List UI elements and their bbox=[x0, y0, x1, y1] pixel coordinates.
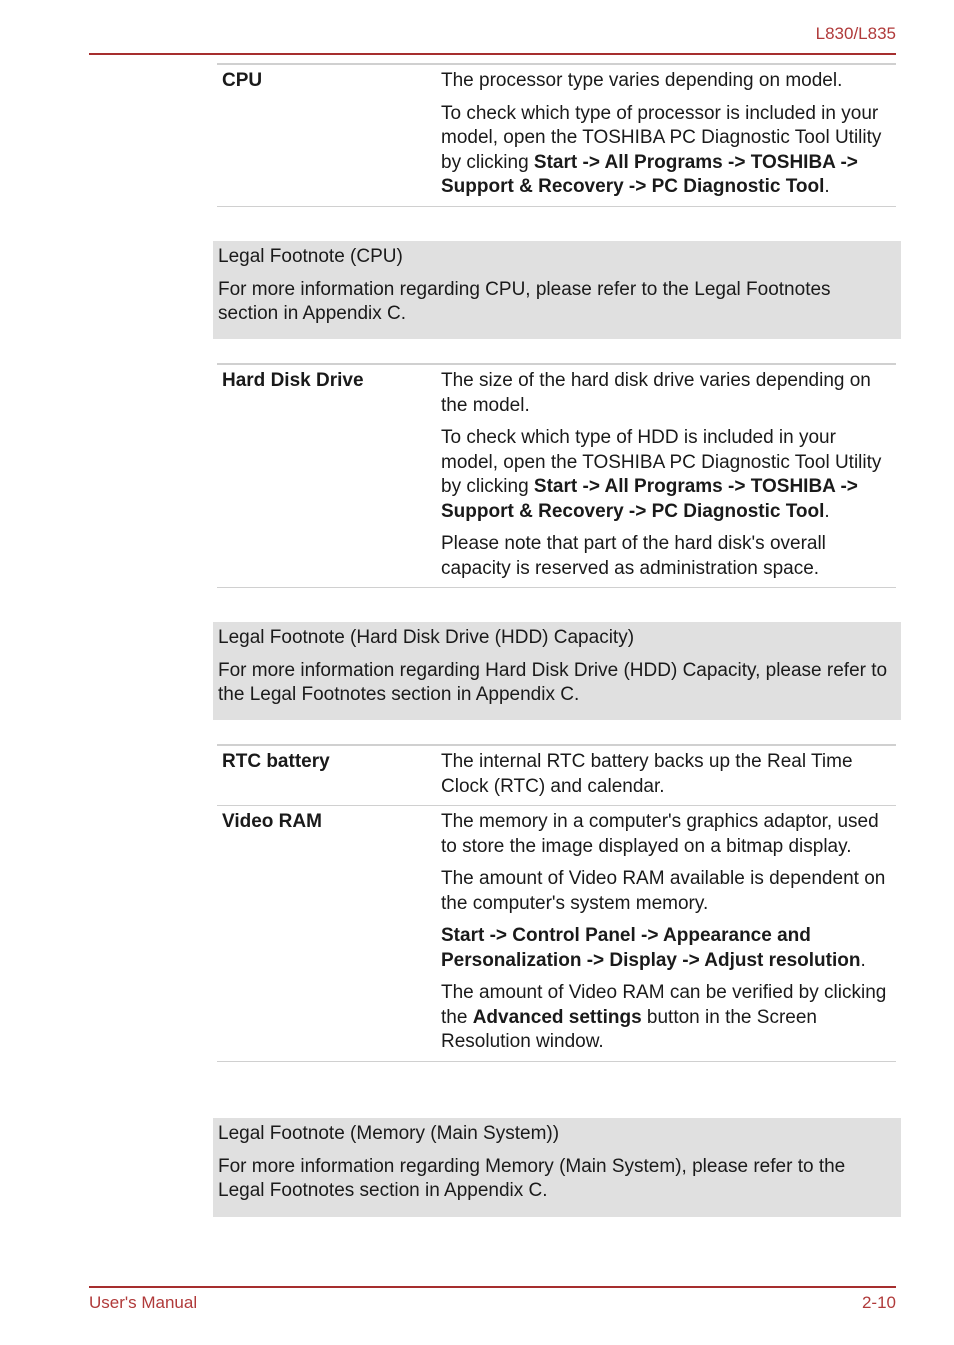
footer-page-number: 2-10 bbox=[861, 1293, 896, 1312]
legal-footnote-cpu bbox=[213, 241, 901, 339]
note-title-cpu: Legal Footnote (CPU) bbox=[218, 246, 403, 267]
cpu-desc-1: The processor type varies depending on model. bbox=[441, 70, 843, 91]
legal-footnote-memory bbox=[213, 1118, 901, 1217]
legal-footnote-hdd bbox=[213, 622, 901, 720]
spec-term-rtc: RTC battery bbox=[222, 751, 330, 772]
spec-row-rtc bbox=[217, 746, 896, 806]
spec-table-rtc-vram bbox=[217, 744, 896, 1062]
rtc-desc-1: The internal RTC battery backs up the Real Time Clock (RTC) and calendar. bbox=[441, 751, 853, 797]
advanced-settings-label: Advanced settings bbox=[472, 1006, 642, 1028]
vram-desc-3: Start -> Control Panel -> Appearance and Personalization -> Display -> Adjust resolution. bbox=[441, 925, 866, 971]
vram-desc-4: The amount of Video RAM can be verified by clicking the Advanced settings button in the Screen Resolution window. bbox=[441, 982, 887, 1052]
note-title-memory: Legal Footnote (Memory (Main System)) bbox=[218, 1123, 560, 1144]
hdd-desc-3: Please note that part of the hard disk's overall capacity is reserved as administration space. bbox=[441, 533, 826, 579]
vram-menu-path: Start -> Control Panel -> Appearance and Personalization -> Display -> Adjust resolution bbox=[441, 925, 861, 971]
header-divider bbox=[89, 53, 896, 55]
spec-desc-rtc bbox=[441, 750, 896, 799]
footer-manual-title: User's Manual bbox=[89, 1293, 198, 1312]
spec-desc-hdd bbox=[441, 369, 896, 581]
spec-row-hdd bbox=[217, 365, 896, 588]
hdd-menu-path: Start -> All Programs -> TOSHIBA -> Support & Recovery -> PC Diagnostic Tool bbox=[441, 476, 858, 522]
note-body-hdd: For more information regarding Hard Disk Drive (HDD) Capacity, please refer to the Legal Footnotes section in Appendix C. bbox=[218, 659, 888, 705]
note-title-hdd: Legal Footnote (Hard Disk Drive (HDD) Capacity) bbox=[218, 627, 635, 648]
note-body-cpu: For more information regarding CPU, please refer to the Legal Footnotes section in Appendix C. bbox=[218, 278, 831, 324]
cpu-menu-path: Start -> All Programs -> TOSHIBA -> Support & Recovery -> PC Diagnostic Tool bbox=[441, 151, 858, 197]
spec-desc-cpu bbox=[441, 69, 896, 200]
spec-row-vram bbox=[217, 806, 896, 1062]
header-model-number: L830/L835 bbox=[815, 24, 896, 43]
spec-term-cpu: CPU bbox=[222, 70, 263, 91]
vram-desc-2: The amount of Video RAM available is dependent on the computer's system memory. bbox=[441, 868, 886, 914]
spec-table-cpu bbox=[217, 63, 896, 207]
note-body-memory: For more information regarding Memory (Main System), please refer to the Legal Footnotes section in Appendix C. bbox=[218, 1155, 846, 1201]
spec-row-cpu bbox=[217, 65, 896, 207]
spec-term-vram: Video RAM bbox=[222, 811, 322, 832]
spec-term-hdd: Hard Disk Drive bbox=[222, 370, 364, 391]
cpu-desc-2: To check which type of processor is included in your model, open the TOSHIBA PC Diagnostic Tool Utility by clicking Start -> All Programs -> TOSHIBA -> Support & Recovery -> PC Diagnostic Tool. bbox=[441, 102, 882, 197]
hdd-desc-1: The size of the hard disk drive varies depending on the model. bbox=[441, 370, 871, 416]
spec-desc-vram bbox=[441, 810, 896, 1055]
spec-table-hdd bbox=[217, 363, 896, 588]
hdd-desc-2: To check which type of HDD is included in your model, open the TOSHIBA PC Diagnostic Tool Utility by clicking Start -> All Programs -> TOSHIBA -> Support & Recovery -> PC Diagnostic Tool. bbox=[441, 427, 882, 522]
vram-desc-1: The memory in a computer's graphics adaptor, used to store the image displayed on a bitmap display. bbox=[441, 811, 879, 857]
footer-divider bbox=[89, 1286, 896, 1288]
